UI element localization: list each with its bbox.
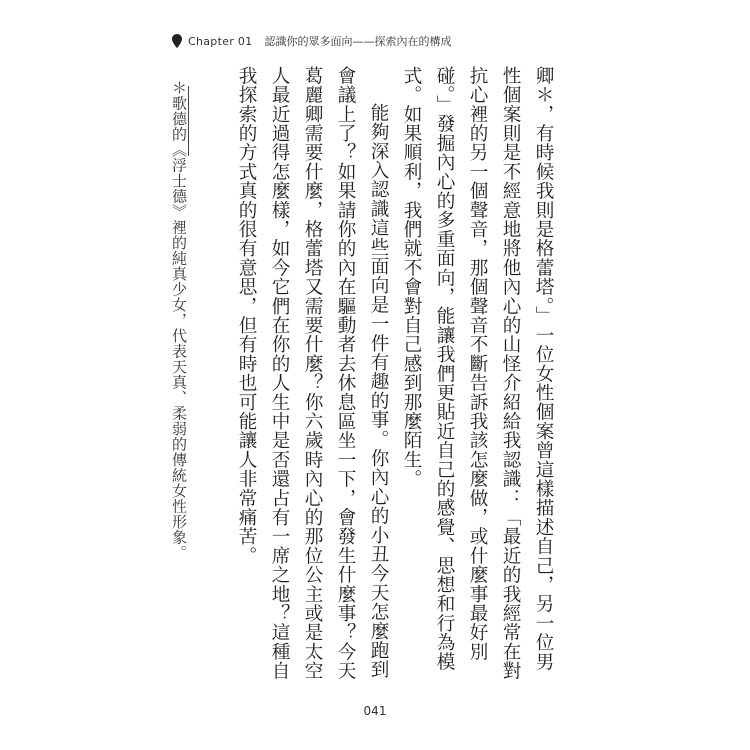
footnote: ＊歌德的《浮士德》裡的純真少女，代表天真、柔弱的傳統女性形象。	[170, 80, 188, 561]
body-text	[236, 66, 560, 686]
map-pin-icon	[172, 34, 182, 48]
page-number: 041	[363, 704, 387, 718]
paragraph-2: 能夠深入認識這些面向是一件有趣的事。你內心的小丑今天怎麼跑到會議上了？如果請你的內在驅動者去休息區坐一下，會發生什麼事？今天葛麗卿需要什麼，格蕾塔又需要什麼？你六歲時內心的那位公主或是太空人最近過得怎麼樣，如今它們在你的人生中是否還占有一席之地？這種自我探索的方式真的很有意思，但有時也可能讓人非常痛苦。	[236, 66, 389, 681]
chapter-label: Chapter 01	[188, 34, 253, 48]
running-header	[172, 33, 451, 49]
paragraph-1: 卿＊，有時候我則是格蕾塔。」一位女性個案曾這樣描述自己，另一位男性個案則是不經意地將他內心的山怪介紹給我認識：「最近的我經常在對抗心裡的另一個聲音，那個聲音不斷告訴我該怎麼做，或什麼事最好別碰。」發掘內心的多重面向，能讓我們更貼近自己的感覺、思想和行為模式。如果順利，我們就不會對自己感到那麼陌生。	[401, 66, 554, 681]
chapter-title: 認識你的眾多面向——探索內在的構成	[264, 35, 452, 48]
